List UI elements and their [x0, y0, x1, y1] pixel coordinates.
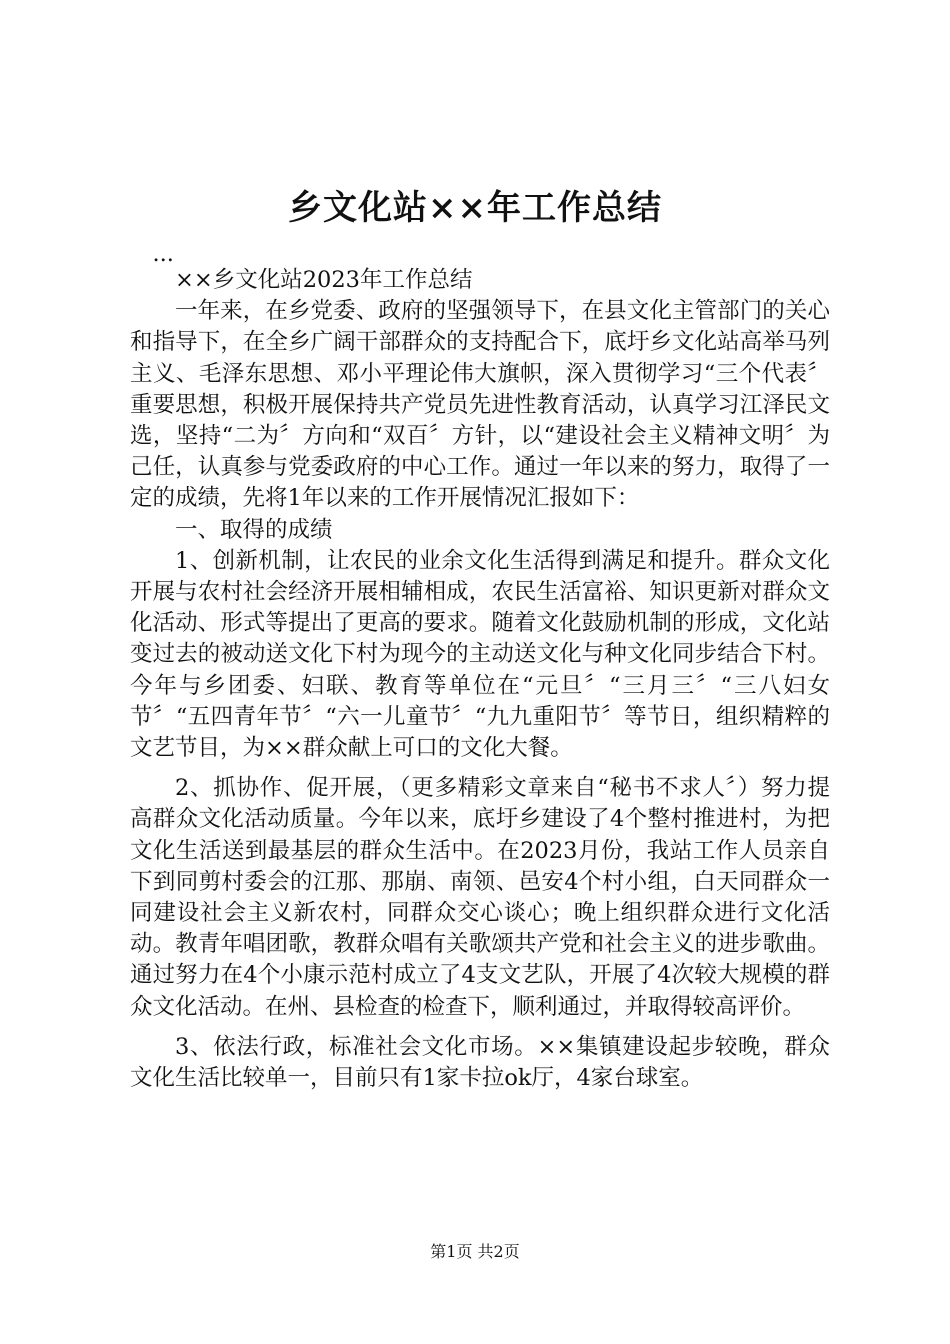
- ellipsis-line: ...: [152, 241, 174, 267]
- section-heading-achievements: 一、取得的成绩: [175, 516, 333, 543]
- document-body: [130, 243, 830, 1094]
- paragraph-item-1: 1、创新机制，让农民的业余文化生活得到满足和提升。群众文化开展与农村社会经济开展相辅相成，农民生活富裕、知识更新对群众文化活动、形式等提出了更高的要求。随着文化鼓励机制的形成，文化站变过去的被动送文化下村为现今的主动送文化与种文化同步结合下村。今年与乡团委、妇联、教育等单位在“元旦〞“三月三〞“三八妇女节〞“五四青年节〞“六一儿童节〞“九九重阳节〞等节日，组织精粹的文艺节目，为××群众献上可口的文化大餐。: [130, 547, 830, 762]
- paragraph-item-3: 3、依法行政，标准社会文化市场。××集镇建设起步较晚，群众文化生活比较单一，目前只有1家卡拉ok厅，4家台球室。: [130, 1033, 830, 1092]
- document-subtitle: ××乡文化站2023年工作总结: [175, 267, 473, 293]
- paragraph-item-2: 2、抓协作、促开展，（更多精彩文章来自“秘书不求人〞）努力提高群众文化活动质量。今年以来，底圩乡建设了4个整村推进村，为把文化生活送到最基层的群众生活中。在2023月份，我站工作人员亲自下到同剪村委会的江那、那崩、南领、邑安4个村小组，白天同群众一同建设社会主义新农村，同群众交心谈心；晚上组织群众进行文化活动。教青年唱团歌，教群众唱有关歌颂共产党和社会主义的进步歌曲。通过努力在4个小康示范村成立了4支文艺队，开展了4次较大规模的群众文化活动。在州、县检查的检查下，顺利通过，并取得较高评价。: [130, 775, 830, 1020]
- page-footer: 第1页 共2页: [430, 1242, 520, 1261]
- document-title: 乡文化站××年工作总结: [288, 188, 662, 228]
- paragraph-intro: 一年来，在乡党委、政府的坚强领导下，在县文化主管部门的关心和指导下，在全乡广阔干部群众的支持配合下，底圩乡文化站高举马列主义、毛泽东思想、邓小平理论伟大旗帜，深入贯彻学习“三个代表〞重要思想，积极开展保持共产党员先进性教育活动，认真学习江泽民文选，坚持“二为〞方向和“双百〞方针，以“建设社会主义精神文明〞为己任，认真参与党委政府的中心工作。通过一年以来的努力，取得了一定的成绩，先将1年以来的工作开展情况汇报如下：: [130, 298, 830, 512]
